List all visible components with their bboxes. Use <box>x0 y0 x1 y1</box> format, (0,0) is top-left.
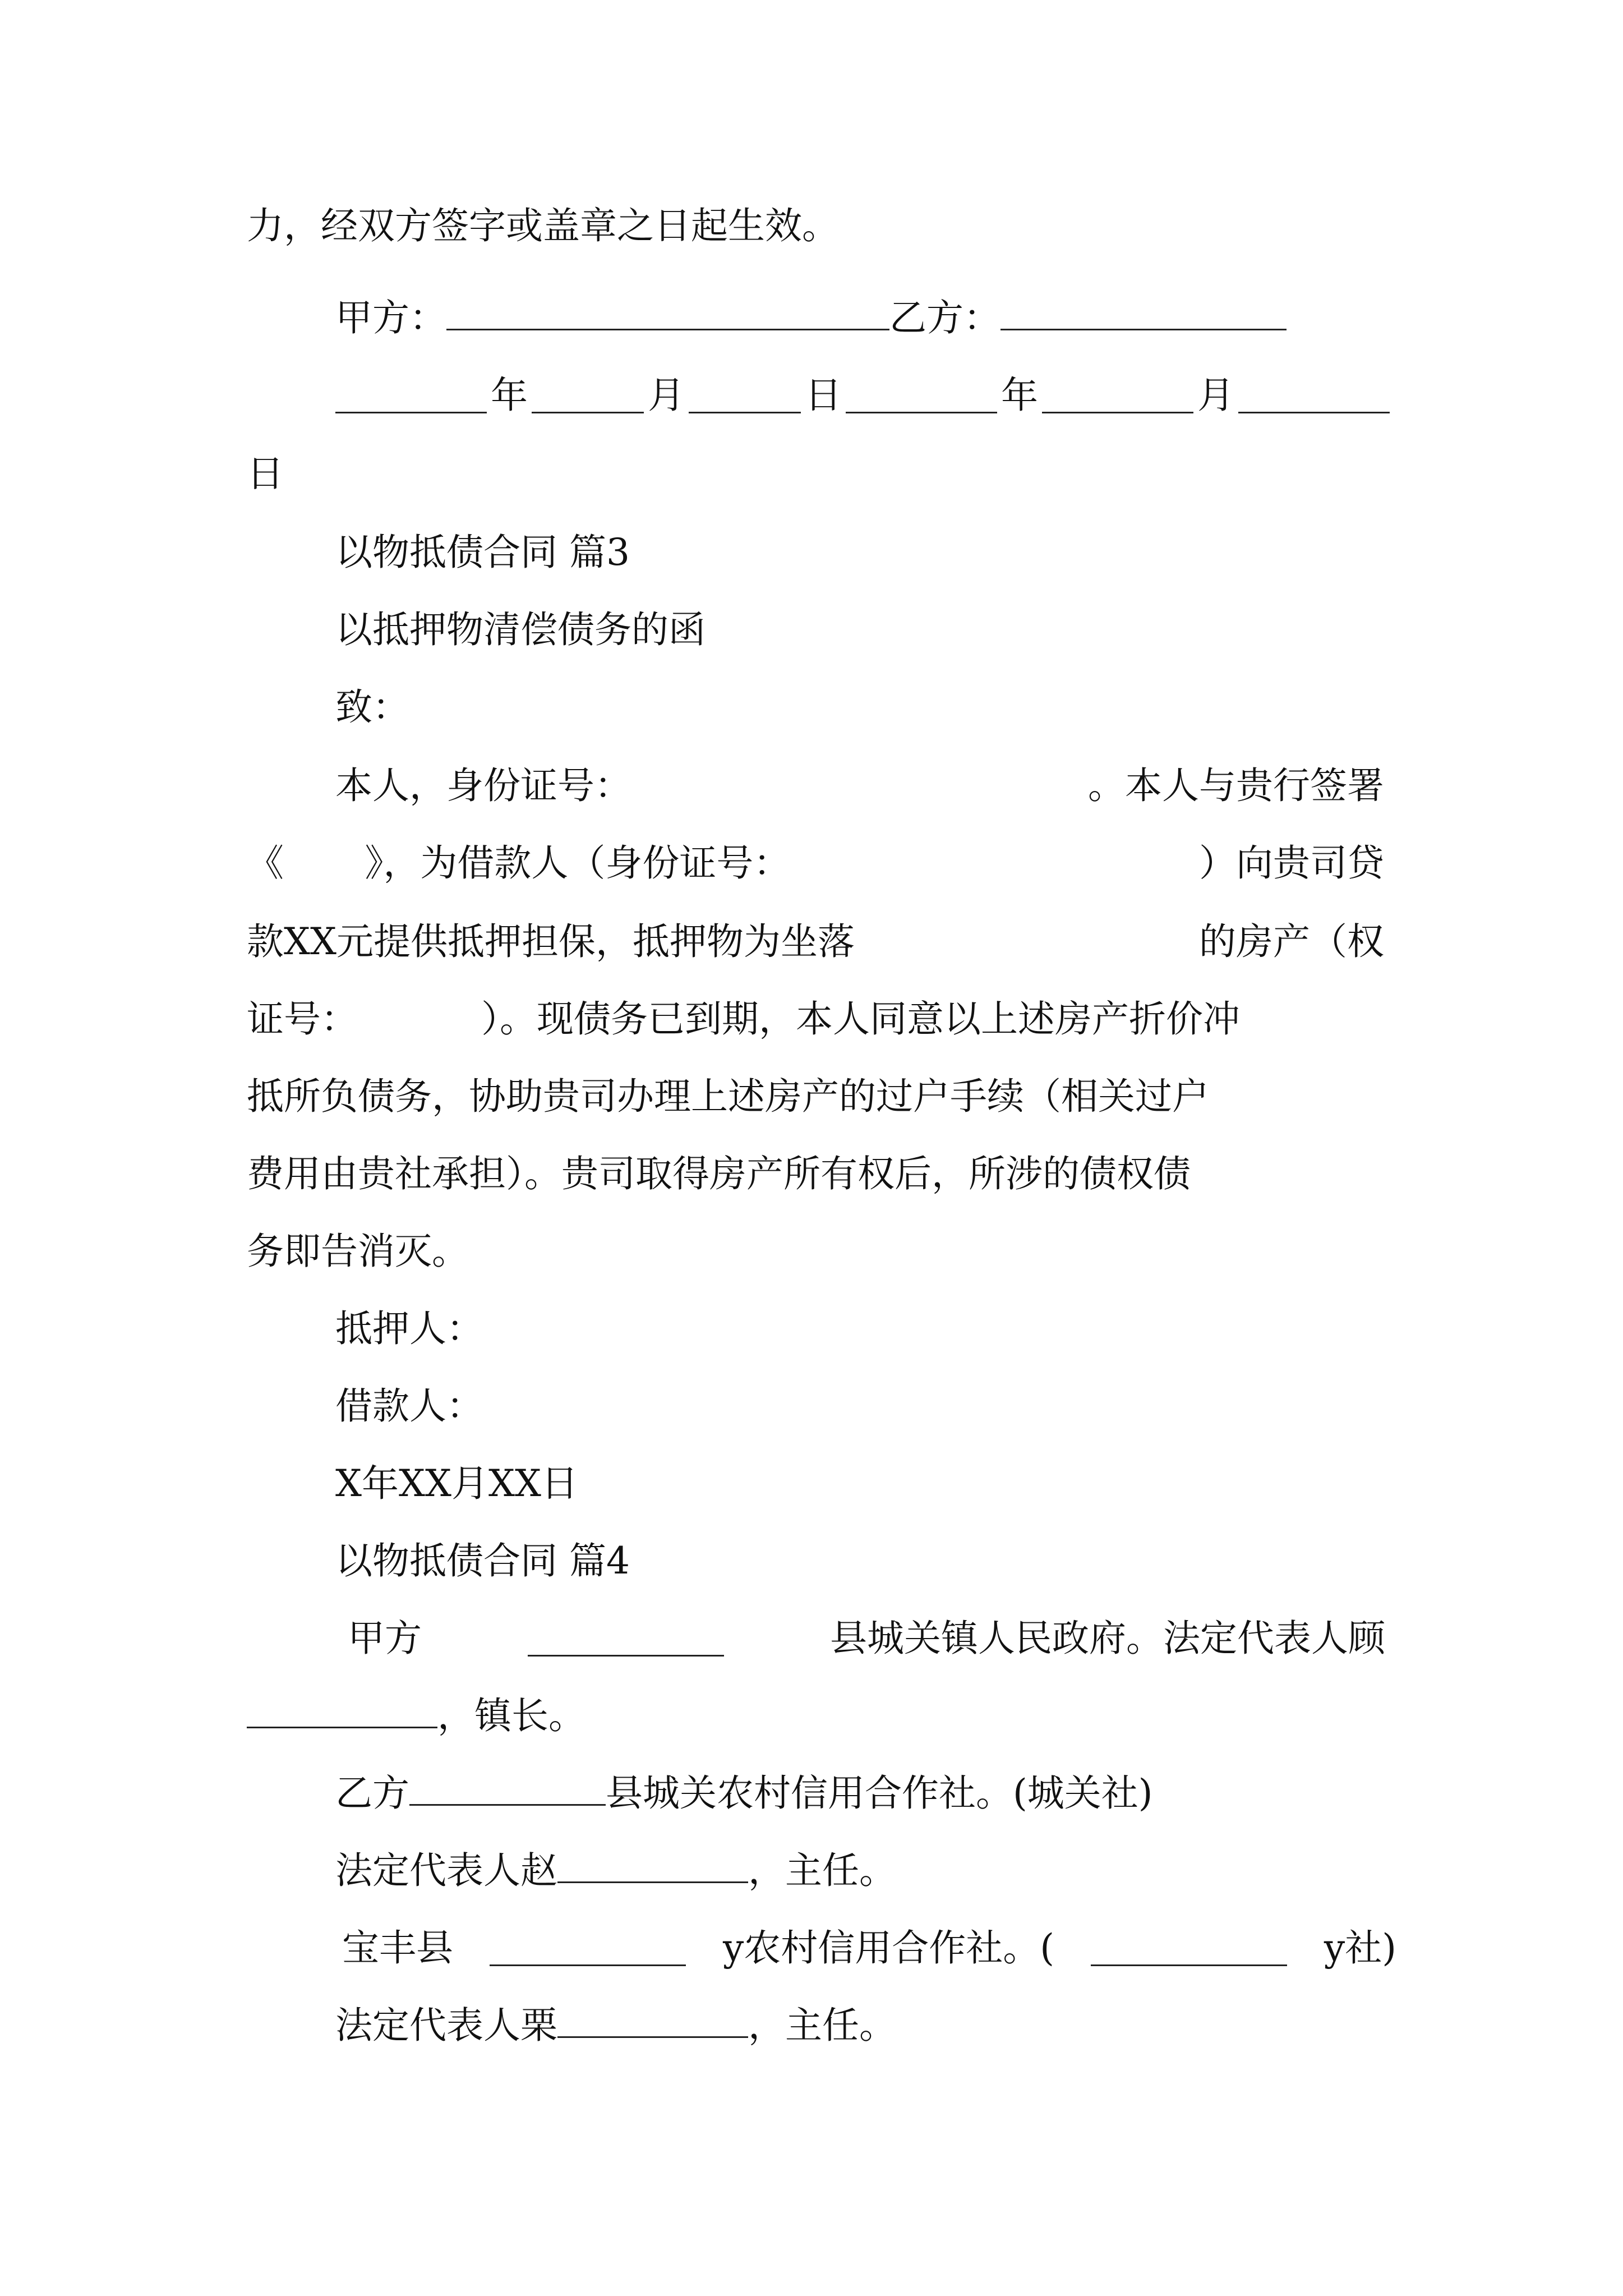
year-blank <box>846 378 997 413</box>
section-heading: 以物抵债合同 篇3 <box>335 531 630 574</box>
party-b-blank <box>1000 295 1287 330</box>
text-line: 力，经双方签字或盖章之日起生效。 <box>247 204 839 247</box>
text-line: 款XX元提供抵押担保，抵押物为坐落 的房产（权 <box>247 920 1384 963</box>
text-line: 法定代表人栗 ，主任。 <box>335 2004 896 2047</box>
text-line: 务即告消灭。 <box>247 1230 469 1273</box>
month-blank <box>532 378 644 413</box>
text-line: ，镇长。 <box>247 1691 585 1741</box>
letter-title: 以抵押物清偿债务的函 <box>335 608 706 651</box>
month-blank <box>1042 378 1193 413</box>
county-blank <box>409 1770 606 1806</box>
year-blank <box>335 378 487 413</box>
mortgagor-label: 抵押人： <box>335 1307 483 1350</box>
borrower-label: 借款人： <box>335 1384 483 1428</box>
text-line: 致： <box>335 685 409 729</box>
village-blank <box>490 1931 686 1966</box>
signature-line: 甲方： 乙方： <box>335 293 1287 343</box>
name-blank <box>247 1693 437 1728</box>
text-line: 法定代表人赵 ，主任。 <box>335 1849 896 1892</box>
text-line: 日 <box>247 452 284 495</box>
party-a-blank <box>446 295 889 330</box>
text-line: 宝丰县 y农村信用合作社。( y社) <box>342 1926 1396 1970</box>
date-text: X年XX月XX日 <box>335 1462 578 1505</box>
county-blank <box>528 1621 724 1657</box>
day-blank <box>689 378 801 413</box>
text-line: 费用由贵社承担）。贵司取得房产所有权后，所涉的债权债 <box>247 1152 1191 1195</box>
text-line: 证号： ）。现债务已到期，本人同意以上述房产折价冲 <box>247 997 1240 1041</box>
name-blank <box>557 1848 748 1883</box>
date-line: 年 月 日 年 月 <box>335 370 1390 421</box>
section-heading: 以物抵债合同 篇4 <box>335 1539 630 1582</box>
text-line: 甲方 县城关镇人民政府。法定代表人顾 <box>348 1617 1385 1660</box>
text-line: 乙方 县城关农村信用合作社。(城关社) <box>335 1772 1153 1815</box>
text-line: 《 》，为借款人（身份证号： ）向贵司贷 <box>247 841 1384 885</box>
village-blank <box>1091 1931 1287 1966</box>
text-line: 本人，身份证号： 。本人与贵行签署 <box>335 764 1384 807</box>
text-line: 抵所负债务，协助贵司办理上述房产的过户手续（相关过户 <box>247 1075 1209 1118</box>
day-blank <box>1238 378 1390 413</box>
name-blank <box>557 2003 748 2038</box>
